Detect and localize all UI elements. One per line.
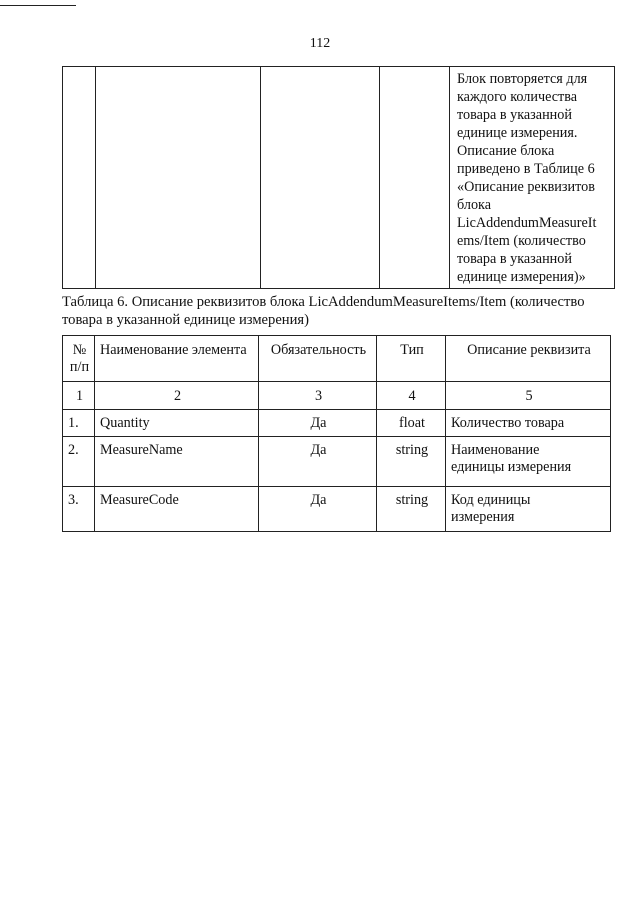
- caption-line: товара в указанной единице измерения): [62, 312, 310, 328]
- caption-line: Таблица 6. Описание реквизитов блока LicAddendumMeasureItems/Item (количество: [62, 294, 585, 310]
- table-cell: [380, 67, 450, 289]
- row-required: Да: [259, 487, 377, 532]
- desc-line: LicAddendumMeasureIt: [457, 215, 597, 231]
- block-description-cell: [450, 67, 615, 289]
- col-number: 5: [446, 382, 611, 410]
- table-row: [63, 410, 611, 437]
- row-name: MeasureCode: [95, 487, 259, 532]
- row-num: 2.: [63, 437, 95, 487]
- row-name: MeasureName: [95, 437, 259, 487]
- col-number: 2: [95, 382, 259, 410]
- continued-table: [62, 66, 615, 289]
- row-name: Quantity: [95, 410, 259, 437]
- row-required: Да: [259, 437, 377, 487]
- row-description-line: измерения: [451, 509, 515, 525]
- table-header-row: [63, 336, 611, 382]
- row-type: string: [377, 437, 446, 487]
- desc-line: Описание блока: [457, 143, 555, 159]
- row-description-line: единицы измерения: [451, 459, 572, 475]
- row-description-line: Количество товара: [451, 415, 565, 431]
- row-required: Да: [259, 410, 377, 437]
- desc-line: ems/Item (количество: [457, 233, 586, 249]
- top-rule: [0, 5, 76, 6]
- row-type: float: [377, 410, 446, 437]
- desc-line: Блок повторяется для: [457, 71, 588, 87]
- table-row: [63, 437, 611, 487]
- row-description-line: Код единицы: [451, 492, 531, 508]
- column-number-row: [63, 382, 611, 410]
- row-num: 1.: [63, 410, 95, 437]
- table-cell: [261, 67, 380, 289]
- header-num-line1: №: [72, 342, 87, 358]
- col-number: 3: [259, 382, 377, 410]
- row-description-line: Наименование: [451, 442, 540, 458]
- table-cell: [96, 67, 261, 289]
- desc-line: товара в указанной: [457, 251, 572, 267]
- desc-line: единице измерения.: [457, 125, 578, 141]
- col-number: 1: [63, 382, 95, 410]
- header-description: Описание реквизита: [446, 336, 611, 382]
- header-required: Обязательность: [259, 336, 377, 382]
- table-row: [63, 487, 611, 532]
- requisites-table: [62, 335, 611, 532]
- desc-line: каждого количества: [457, 89, 578, 105]
- row-description: [446, 437, 611, 487]
- page-number: 112: [309, 36, 331, 51]
- desc-line: «Описание реквизитов: [457, 179, 595, 195]
- desc-line: блока: [457, 197, 492, 213]
- row-num: 3.: [63, 487, 95, 532]
- header-num-line2: п/п: [69, 359, 90, 375]
- row-description: [446, 410, 611, 437]
- header-name: Наименование элемента: [95, 336, 259, 382]
- desc-line: единице измерения)»: [457, 269, 586, 285]
- table-row: [63, 67, 615, 289]
- table-cell: [63, 67, 96, 289]
- desc-line: товара в указанной: [457, 107, 572, 123]
- desc-line: приведено в Таблице 6: [457, 161, 595, 177]
- header-type: Тип: [377, 336, 446, 382]
- col-number: 4: [377, 382, 446, 410]
- row-description: [446, 487, 611, 532]
- table-caption: [62, 293, 622, 329]
- header-num: [63, 336, 95, 382]
- row-type: string: [377, 487, 446, 532]
